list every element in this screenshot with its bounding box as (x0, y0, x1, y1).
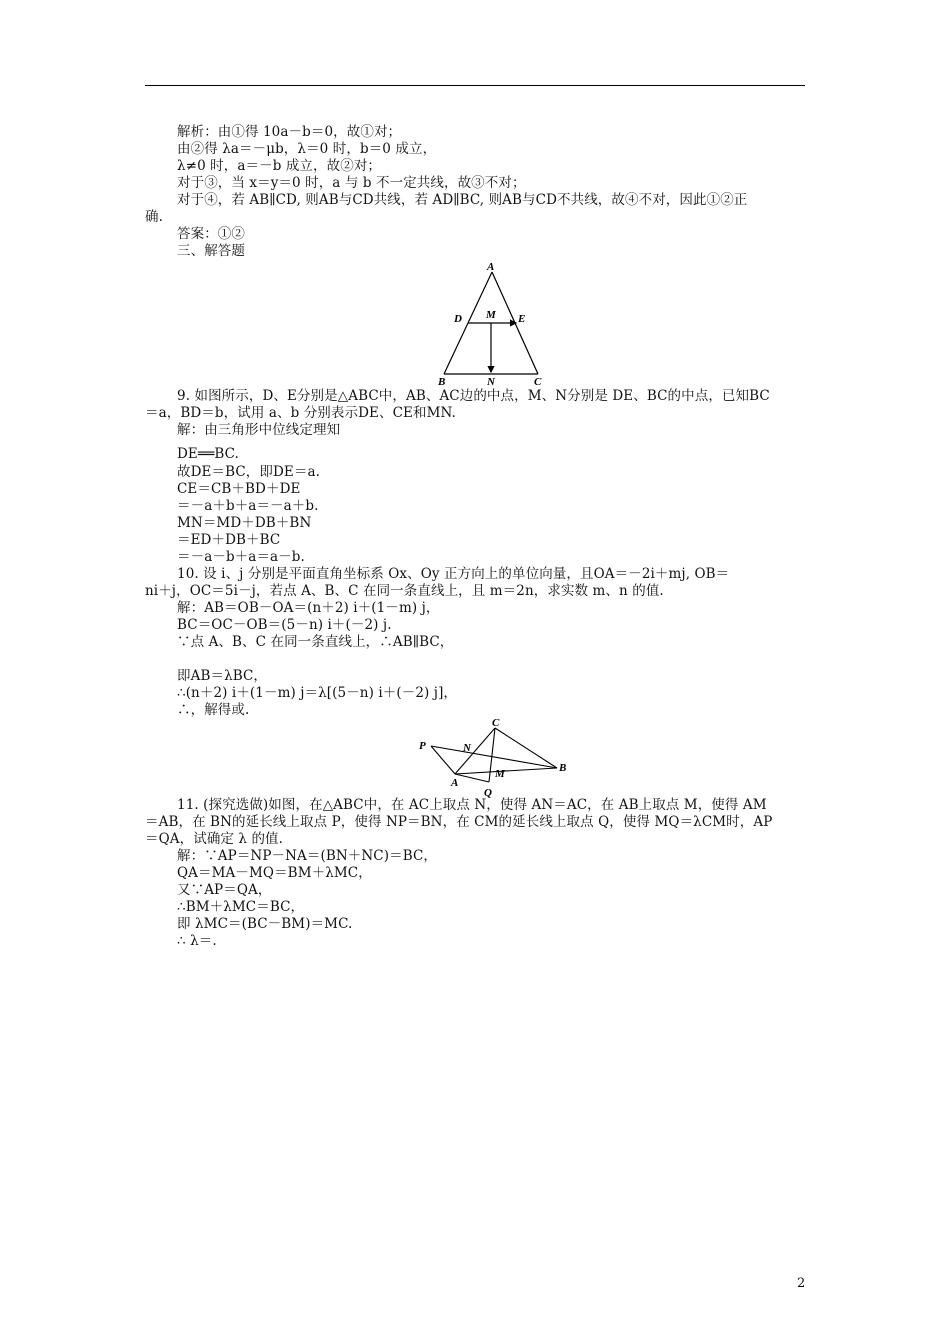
text-line: 对于④，若 AB∥CD, 则AB与CD共线，若 AD∥BC, 则AB与CD不共线，故④不对，因此①②正 (177, 192, 748, 208)
text-line: 故DE＝BC，即DE＝a. (177, 464, 320, 480)
text-line: 即AB＝λBC， (177, 668, 268, 684)
text-line: ∴(n＋2) i＋(1－m) j＝λ[(5－n) i＋(－2) j]， (177, 685, 458, 701)
line-cb (495, 728, 557, 768)
line-pb (431, 746, 557, 768)
text-line: BC＝OC－OB＝(5－n) i＋(－2) j. (177, 617, 392, 633)
triangle-figure (430, 258, 560, 388)
text-line: 即 λMC＝(BC－BM)＝MC. (177, 916, 353, 932)
text-line: λ≠0 时，a＝－b 成立，故②对； (177, 158, 382, 174)
text-line: 确. (145, 209, 163, 225)
text-line: ＝－a＋b＋a＝－a＋b. (177, 498, 319, 514)
label-e: E (518, 313, 526, 325)
text-line: ∴BM＋λMC＝BC， (177, 899, 305, 915)
text-line: 又∵AP＝QA， (177, 882, 272, 898)
label-n: N (487, 376, 495, 388)
text-line: 解析：由①得 10a－b＝0，故①对； (177, 124, 402, 140)
text-line: 答案：①② (177, 226, 245, 242)
text-line: ＝a，BD＝b，试用 a、b 分别表示DE、CE和MN. (145, 405, 456, 421)
quadrilateral-figure (415, 716, 575, 798)
label-c: C (534, 376, 542, 388)
label-m: M (486, 309, 496, 321)
label-a: A (487, 261, 495, 273)
label-b: B (559, 762, 567, 774)
text-line: ∴，解得或. (177, 702, 250, 718)
text-line: ＝QA，试确定 λ 的值. (145, 831, 284, 847)
text-line: 解：∵AP＝NP－NA＝(BN＋NC)＝BC， (177, 848, 437, 864)
text-line: ＝－a－b＋a＝a－b. (177, 549, 305, 565)
text-line: 10. 设 i、j 分别是平面直角坐标系 Ox、Oy 正方向上的单位向量，且OA＝－2i＋mj, OB＝ (177, 566, 730, 582)
text-line: ∴ λ＝. (177, 933, 217, 949)
text-line: CE＝CB＋BD＋DE (177, 481, 301, 497)
text-line: ＝AB，在 BN的延长线上取点 P，使得 NP＝BN，在 CM的延长线上取点 Q，使得 MQ＝λCM时，AP (145, 814, 773, 830)
label-b: B (438, 376, 446, 388)
text-line: 对于③，当 x＝y＝0 时，a 与 b 不一定共线，故③不对； (177, 175, 526, 191)
line-ab (455, 768, 557, 774)
text-line: 由②得 λa＝－μb，λ＝0 时，b＝0 成立， (177, 141, 437, 157)
text-line: DE══BC. (177, 446, 239, 462)
label-q: Q (484, 787, 492, 799)
text-line: MN＝MD＋DB＋BN (177, 515, 312, 531)
text-line: 9. 如图所示，D、E分别是△ABC中，AB、AC边的中点，M、N分别是 DE、BC的中点，已知BC (177, 388, 770, 404)
line-pa (431, 746, 455, 774)
text-line: QA＝MA－MQ＝BM＋λMC， (177, 865, 372, 881)
line-aq (455, 774, 489, 782)
label-d: D (454, 313, 462, 325)
text-line: 11. (探究选做)如图，在△ABC中，在 AC上取点 N，使得 AN＝AC，在 AB上取点 M，使得 AM (177, 797, 767, 813)
text-line: 三、解答题 (177, 243, 245, 259)
label-c: C (492, 717, 500, 729)
text-line: ni＋j，OC＝5i－j，若点 A、B、C 在同一条直线上，且 m＝2n，求实数 m、n 的值. (145, 583, 664, 599)
header-rule (145, 85, 805, 86)
text-line: ＝ED＋DB＋BC (177, 532, 281, 548)
page-number: 2 (797, 1276, 806, 1291)
text-line: 解：AB＝OB－OA＝(n＋2) i＋(1－m) j， (177, 600, 440, 616)
label-m: M (495, 768, 505, 780)
label-a: A (451, 777, 459, 789)
text-line: ∵点 A、B、C 在同一条直线上，∴AB∥BC， (177, 634, 454, 650)
label-p: P (419, 740, 426, 752)
label-n: N (463, 742, 471, 754)
text-line: 解：由三角形中位线定理知 (177, 422, 341, 438)
